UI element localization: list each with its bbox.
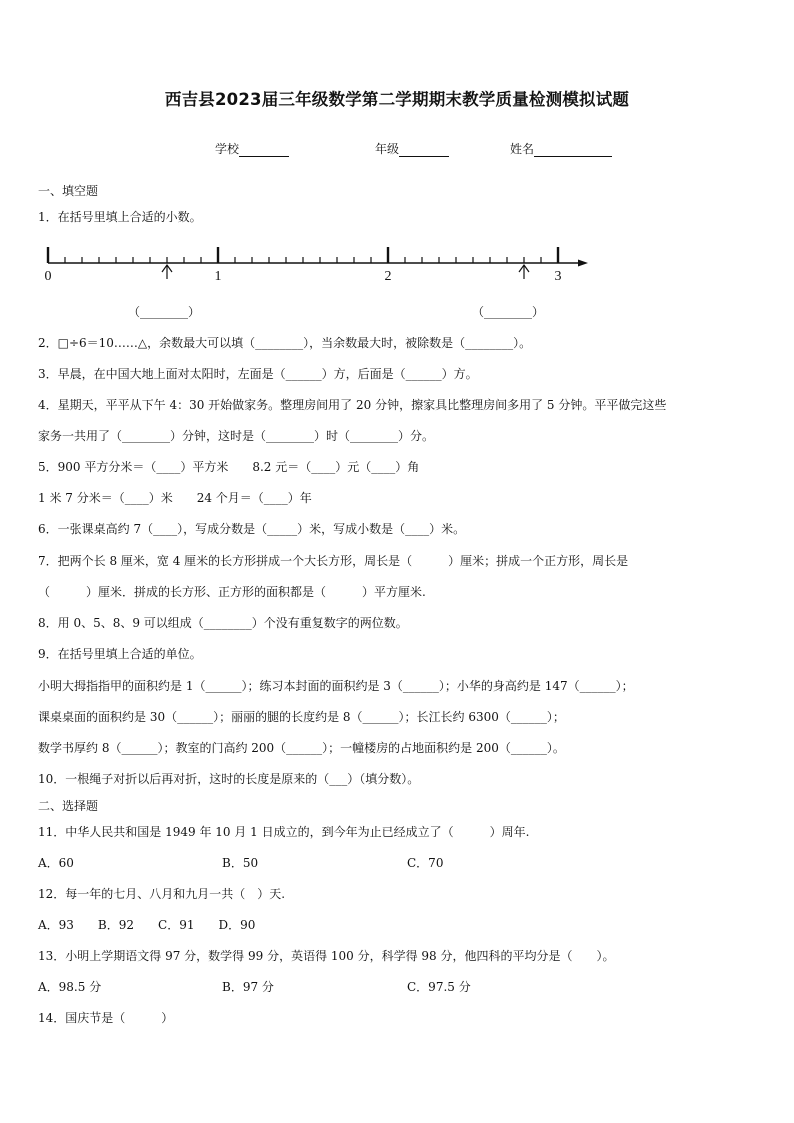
question-9: 9．在括号里填上合适的单位。 [38, 647, 202, 661]
tick-label: 3 [554, 269, 562, 284]
question-2: 2．□÷6＝10……△，余数最大可以填（________），当余数最大时，被除数是（________）。 [38, 336, 532, 350]
question-11: 11．中华人民共和国是 1949 年 10 月 1 日成立的，到今年为止已经成立了（ ）周年. [38, 825, 530, 839]
q13-option-b[interactable]: B．97 分 [222, 980, 274, 994]
number-line-arrowhead [578, 260, 588, 267]
question-5-line-1: 5．900 平方分米＝（____）平方米 8.2 元＝（____）元（____）角 [38, 460, 420, 474]
question-6: 6．一张课桌高约 7（____），写成分数是（_____）米，写成小数是（____）米。 [38, 522, 466, 536]
question-13: 13．小明上学期语文得 97 分，数学得 99 分，英语得 100 分，科学得 98 分，他四科的平均分是（ ）。 [38, 949, 615, 963]
question-7-line-1: 7．把两个长 8 厘米，宽 4 厘米的长方形拼成一个大长方形，周长是（ ）厘米；拼成一个正方形，周长是 [38, 554, 629, 568]
question-8: 8．用 0、5、8、9 可以组成（________）个没有重复数字的两位数。 [38, 616, 408, 630]
tick-label: 0 [44, 269, 52, 284]
question-3: 3．早晨，在中国大地上面对太阳时，左面是（______）方，后面是（______）方。 [38, 367, 478, 381]
question-14: 14．国庆节是（ ） [38, 1011, 174, 1025]
school-label: 学校 [215, 142, 240, 156]
question-4-line-1: 4．星期天，平平从下午 4：30 开始做家务。整理房间用了 20 分钟，擦家具比整理房间多用了 5 分钟。平平做完这些 [38, 398, 667, 412]
q11-option-b[interactable]: B．50 [222, 856, 259, 870]
page-title: 西吉县2023届三年级数学第二学期期末教学质量检测模拟试题 [164, 90, 630, 109]
answer-bracket-2[interactable]: （________） [472, 305, 545, 319]
question-12: 12．每一年的七月、八月和九月一共（ ）天. [38, 887, 286, 901]
section-choice-heading: 二、选择题 [38, 799, 99, 813]
number-line-marks [45, 247, 589, 284]
question-9-line-2: 课桌桌面的面积约是 30（______）；丽丽的腿的长度约是 8（______）；长江长约 6300（______）； [38, 710, 565, 724]
question-4-line-2: 家务一共用了（________）分钟，这时是（________）时（________）分。 [38, 429, 435, 443]
question-10: 10．一根绳子对折以后再对折，这时的长度是原来的（___）（填分数）。 [38, 772, 420, 786]
number-line [38, 238, 598, 288]
q11-option-c[interactable]: C．70 [407, 856, 444, 870]
name-blank[interactable] [534, 144, 612, 157]
name-label: 姓名 [510, 142, 535, 156]
name-field [510, 140, 612, 157]
tick-label: 2 [384, 269, 392, 284]
tick-label: 1 [214, 269, 222, 284]
question-9-line-3: 数学书厚约 8（______）；教室的门高约 200（______）；一幢楼房的占地面积约是 200（______）。 [38, 741, 565, 755]
q13-option-c[interactable]: C．97.5 分 [407, 980, 471, 994]
answer-bracket-1[interactable]: （________） [128, 305, 201, 319]
school-blank[interactable] [239, 144, 289, 157]
grade-label: 年级 [375, 142, 400, 156]
grade-blank[interactable] [399, 144, 449, 157]
q12-options[interactable]: A．93 B．92 C．91 D．90 [38, 918, 256, 932]
q11-option-a[interactable]: A．60 [38, 856, 74, 870]
grade-field [375, 140, 449, 157]
question-7-line-2: （ ）厘米．拼成的长方形、正方形的面积都是（ ）平方厘米. [38, 585, 426, 599]
question-5-line-2: 1 米 7 分米＝（____）米 24 个月＝（____）年 [38, 491, 312, 505]
question-1: 1．在括号里填上合适的小数。 [38, 210, 202, 224]
school-field [215, 140, 289, 157]
q13-option-a[interactable]: A．98.5 分 [38, 980, 102, 994]
question-9-line-1: 小明大拇指指甲的面积约是 1（______）；练习本封面的面积约是 3（______）；小华的身高约是 147（______）； [38, 679, 634, 693]
section-fill-heading: 一、填空题 [38, 184, 99, 198]
